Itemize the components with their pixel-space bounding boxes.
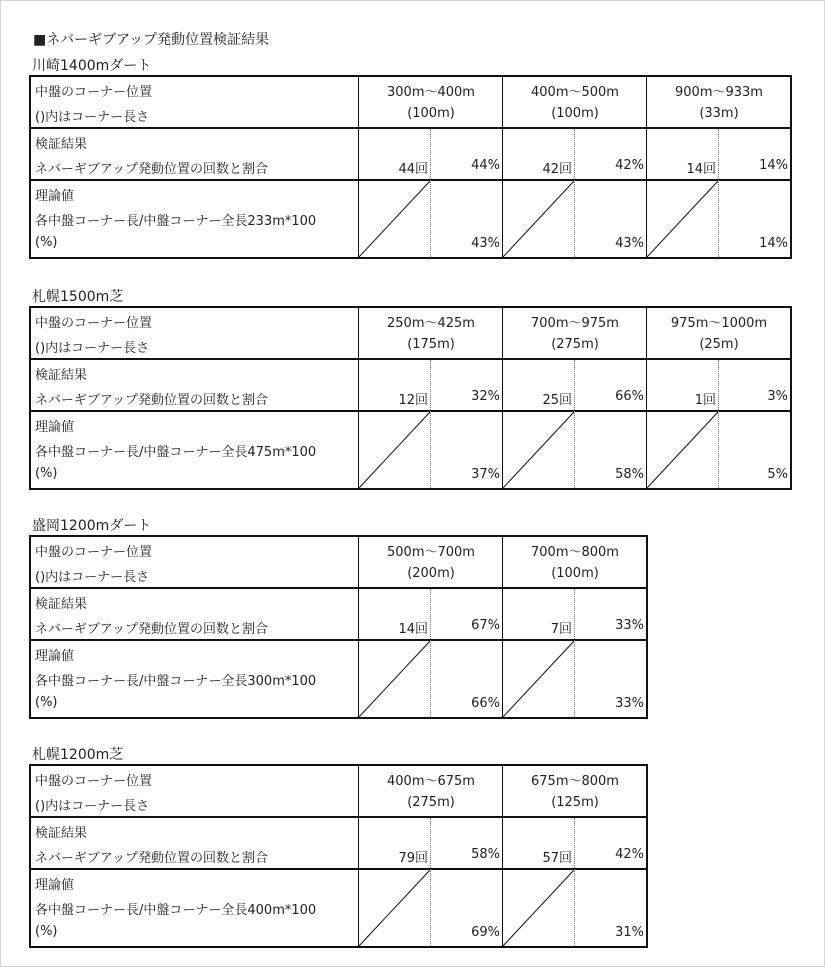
row-label: ()内はコーナー長さ (35, 110, 150, 125)
row-label: 中盤のコーナー位置 (35, 545, 153, 560)
row-label: ()内はコーナー長さ (35, 570, 150, 585)
trigger-ratio: 14% (759, 158, 788, 173)
row-label: 中盤のコーナー位置 (35, 316, 153, 331)
corner-table (29, 306, 792, 490)
row-label: 検証結果 (35, 137, 88, 152)
page-title: ■ネバーギブアップ発動位置検証結果 (33, 32, 270, 48)
diagonal-slash (503, 181, 574, 257)
corner-table (29, 535, 648, 719)
row-label: 検証結果 (35, 368, 88, 383)
corner-length: (200m) (407, 566, 455, 581)
corner-length: (175m) (407, 337, 455, 352)
trigger-count: 42回 (542, 162, 572, 177)
theoretical-value: 31% (615, 925, 644, 940)
corner-length: (100m) (407, 106, 455, 121)
section-title: 札幌1200m芝 (32, 747, 124, 763)
corner-length: (100m) (551, 566, 599, 581)
row-label: 理論値 (35, 420, 75, 435)
row-label: (%) (35, 466, 58, 481)
theoretical-value: 14% (759, 236, 788, 251)
trigger-count: 7回 (550, 622, 572, 637)
row-label: 検証結果 (35, 826, 88, 841)
row-label: 理論値 (35, 189, 75, 204)
diagonal-slash (359, 412, 430, 488)
trigger-ratio: 67% (471, 618, 500, 633)
section-title: 札幌1500m芝 (32, 289, 124, 305)
corner-range: 700m～800m (531, 545, 619, 560)
trigger-count: 1回 (694, 393, 716, 408)
corner-length: (33m) (699, 106, 739, 121)
row-label: (%) (35, 924, 58, 939)
section-title: 川崎1400mダート (32, 58, 152, 74)
corner-length: (275m) (551, 337, 599, 352)
corner-range: 500m～700m (387, 545, 475, 560)
theoretical-value: 37% (471, 467, 500, 482)
trigger-ratio: 44% (471, 158, 500, 173)
trigger-ratio: 32% (471, 389, 500, 404)
trigger-ratio: 58% (471, 847, 500, 862)
corner-length: (100m) (551, 106, 599, 121)
diagonal-slash (503, 412, 574, 488)
corner-length: (25m) (699, 337, 739, 352)
row-label: 中盤のコーナー位置 (35, 774, 153, 789)
row-label: 理論値 (35, 649, 75, 664)
diagonal-slash (359, 181, 430, 257)
corner-length: (275m) (407, 795, 455, 810)
corner-range: 400m～500m (531, 85, 619, 100)
trigger-ratio: 33% (615, 618, 644, 633)
row-label: ネバーギブアップ発動位置の回数と割合 (35, 393, 268, 408)
theoretical-value: 69% (471, 925, 500, 940)
diagonal-slash (647, 181, 718, 257)
corner-range: 250m～425m (387, 316, 475, 331)
theoretical-value: 58% (615, 467, 644, 482)
corner-range: 675m～800m (531, 774, 619, 789)
trigger-count: 44回 (398, 162, 428, 177)
trigger-count: 12回 (398, 393, 428, 408)
diagonal-slash (359, 641, 430, 717)
row-label: 各中盤コーナー長/中盤コーナー全長300m*100 (35, 674, 317, 689)
corner-length: (125m) (551, 795, 599, 810)
section-title: 盛岡1200mダート (32, 518, 152, 534)
trigger-count: 79回 (398, 851, 428, 866)
row-label: ネバーギブアップ発動位置の回数と割合 (35, 851, 268, 866)
diagonal-slash (503, 641, 574, 717)
corner-range: 900m～933m (675, 85, 763, 100)
corner-range: 700m～975m (531, 316, 619, 331)
row-label: (%) (35, 695, 58, 710)
corner-range: 975m～1000m (670, 316, 768, 331)
theoretical-value: 5% (767, 467, 788, 482)
row-label: ネバーギブアップ発動位置の回数と割合 (35, 162, 268, 177)
corner-range: 300m～400m (387, 85, 475, 100)
row-label: ()内はコーナー長さ (35, 341, 150, 356)
trigger-ratio: 42% (615, 158, 644, 173)
corner-range: 400m～675m (387, 774, 475, 789)
row-label: 各中盤コーナー長/中盤コーナー全長233m*100 (35, 214, 317, 229)
theoretical-value: 43% (615, 236, 644, 251)
row-label: 検証結果 (35, 597, 88, 612)
row-label: 理論値 (35, 878, 75, 893)
row-label: 中盤のコーナー位置 (35, 85, 153, 100)
theoretical-value: 33% (615, 696, 644, 711)
trigger-ratio: 42% (615, 847, 644, 862)
trigger-count: 25回 (542, 393, 572, 408)
theoretical-value: 66% (471, 696, 500, 711)
trigger-ratio: 3% (767, 389, 788, 404)
trigger-ratio: 66% (615, 389, 644, 404)
row-label: ネバーギブアップ発動位置の回数と割合 (35, 622, 268, 637)
diagonal-slash (503, 870, 574, 946)
row-label: (%) (35, 235, 58, 250)
trigger-count: 14回 (686, 162, 716, 177)
row-label: 各中盤コーナー長/中盤コーナー全長400m*100 (35, 903, 317, 918)
diagonal-slash (359, 870, 430, 946)
row-label: 各中盤コーナー長/中盤コーナー全長475m*100 (35, 445, 317, 460)
corner-table (29, 764, 648, 948)
trigger-count: 57回 (542, 851, 572, 866)
trigger-count: 14回 (398, 622, 428, 637)
theoretical-value: 43% (471, 236, 500, 251)
row-label: ()内はコーナー長さ (35, 799, 150, 814)
diagonal-slash (647, 412, 718, 488)
corner-table (29, 75, 792, 259)
